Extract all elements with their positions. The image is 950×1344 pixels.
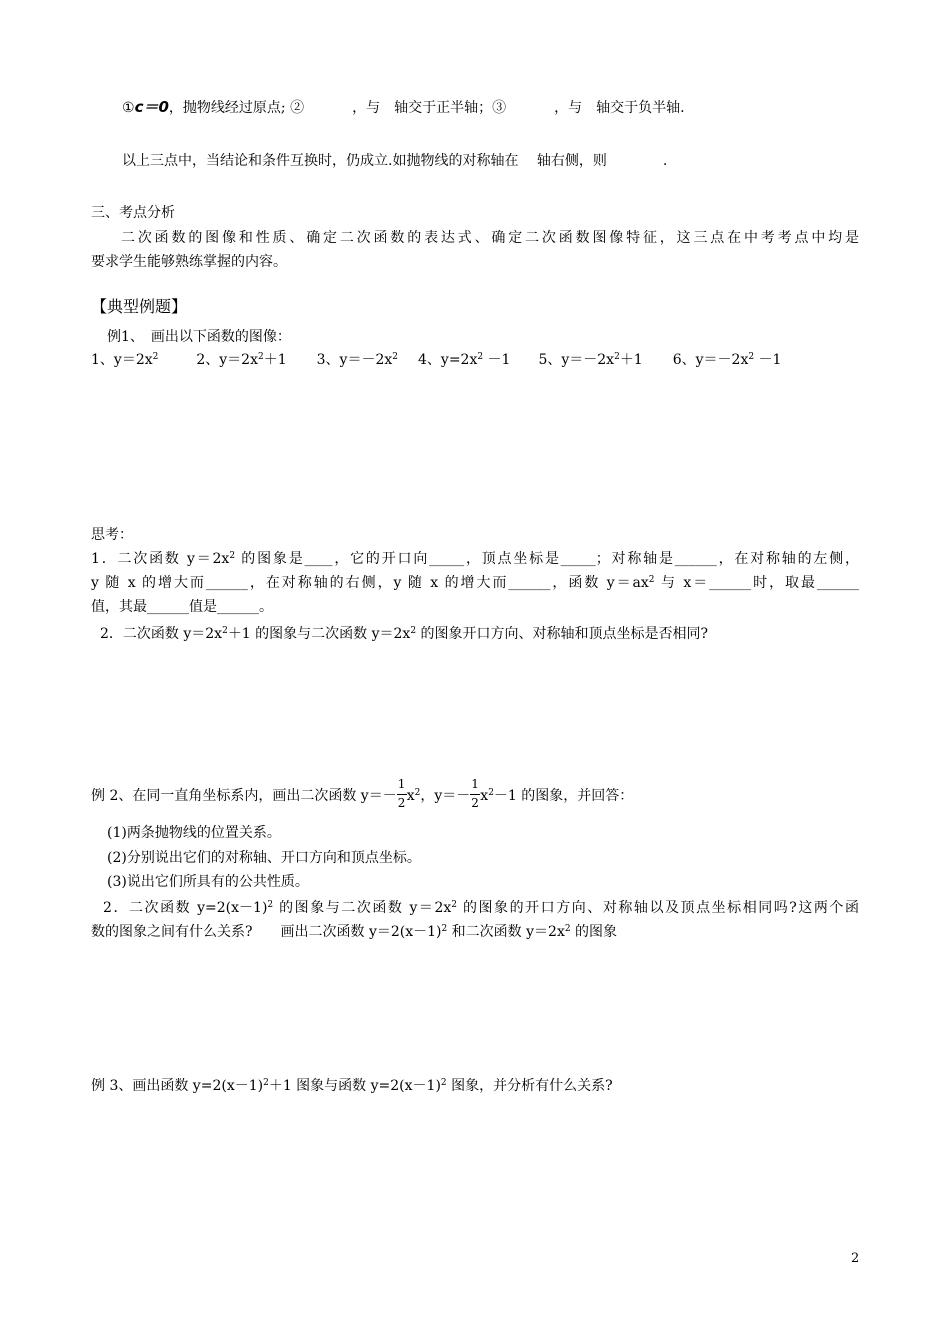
text: 6、y＝－2x [672,352,749,368]
text: －1 的图象，并回答： [493,788,634,804]
text: 和二次函数 y＝2x [447,924,565,940]
think-question-1 [91,547,859,619]
text: ＋1 的图象与二次函数 y＝2x [227,626,411,642]
text: x [480,788,489,804]
text: ，抛物线经过原点; ② [168,100,305,116]
text: 2．二次函数 y＝2x [100,626,223,642]
text: 1、y＝2x [91,352,153,368]
text: ，y＝－ [420,788,471,804]
text: 例 3、画出函数 y=2(x－1) [91,1078,264,1094]
text: y 随 x 的增大而______，在对称轴的右侧，y 随 x 的增大而______，函数 y＝ax [91,575,649,591]
text: 2 [648,575,655,585]
text: 2 [471,796,479,810]
text: 2 [152,352,159,362]
text: 2 [257,352,264,362]
text: . [662,153,668,169]
text: ，与 轴交于正半轴；③ [352,100,507,116]
example2-q1: (1)两条抛物线的位置关系。 [107,825,281,841]
text: －1 [483,352,511,368]
line-converse [122,151,667,171]
section-title: 三、考点分析 [91,205,175,221]
text: 1．二次函数 y＝2x [91,551,230,567]
c-equals-zero: c＝0 [134,98,169,116]
line-sign-c [122,97,685,118]
text: 2 [477,352,484,362]
text: 2 [414,788,421,798]
text: 2 [397,796,406,810]
text: 值，其最______值是______。 [91,599,273,615]
text: 2 [441,924,448,934]
text: 二次函数的图像和性质、确定二次函数的表达式、确定二次函数图像特征，这三点在中考考点中均是 [121,230,859,246]
text [91,547,859,571]
text: 2 [440,1078,447,1088]
text: 要求学生能够熟练掌握的内容。 [91,254,287,270]
text: 2．二次函数 y=2(x－1) [103,900,268,916]
example2-q2: (2)分别说出它们的对称轴、开口方向和顶点坐标。 [107,850,421,866]
text: 1 [471,777,479,791]
fraction-half [397,777,407,810]
text: 的图象的开口方向、对称轴以及顶点坐标相同吗?这两个函 [456,900,859,916]
fraction-bar [397,794,407,795]
text: 2 [488,788,494,798]
text: 的图象与二次函数 y＝2x [273,900,452,916]
text: 3、y＝－2x [316,352,393,368]
text: 2 [392,352,398,362]
text: 5、y＝－2x [538,352,615,368]
text [91,896,859,920]
text: 数的图象之间有什么关系? 画出二次函数 y＝2(x－1) [91,924,442,940]
text: 2 [564,924,571,934]
text [91,920,859,944]
example2-q3: (3)说出它们所具有的公共性质。 [107,874,309,890]
text: 例 2、在同一直角坐标系内，画出二次函数 y＝－ [91,788,397,804]
example1-items [91,350,781,370]
text: 与 x＝______时，取最______ [654,575,859,591]
think-question-2 [100,624,708,644]
text: 2 [451,900,457,910]
text: ＋1 [263,352,287,368]
text: －1 [754,352,782,368]
example3-title [91,1076,613,1096]
text: 2 [410,626,417,636]
text: 4、y=2x [418,352,478,368]
text: ＋1 [619,352,643,368]
circle-one: ① [122,100,135,116]
text: 2 [263,1078,269,1088]
examples-heading: 【典型例题】 [91,297,188,316]
section-body [91,226,859,274]
text: 2 [267,900,274,910]
example2-title [91,777,634,810]
fraction-half [470,777,480,810]
text: 2 [614,352,620,362]
text: 以上三点中，当结论和条件互换时，仍成立.如抛物线的对称轴在 轴右侧，则 [122,153,607,169]
example2-q4 [91,896,859,944]
text: 图象，并分析有什么关系? [446,1078,613,1094]
think-title: 思考： [91,527,133,543]
text: 2、y＝2x [196,352,258,368]
text: 2 [222,626,228,636]
text: ＋1 图象与函数 y=2(x－1) [268,1078,441,1094]
text: 的图象开口方向、对称轴和顶点坐标是否相同? [416,626,709,642]
fraction-bar [470,794,480,795]
text: x [406,788,415,804]
text: 的图象是____，它的开口向_____，顶点坐标是_____；对称轴是______，在对称轴的左侧， [235,551,860,567]
text [91,571,859,595]
text: ，与 轴交于负半轴. [554,100,685,116]
page-number: 2 [851,1251,860,1266]
text: 的图象 [570,924,618,940]
example1-title: 例1、 画出以下函数的图像： [107,329,291,345]
text: 1 [397,777,406,791]
text: 2 [748,352,755,362]
text: 2 [229,551,236,561]
